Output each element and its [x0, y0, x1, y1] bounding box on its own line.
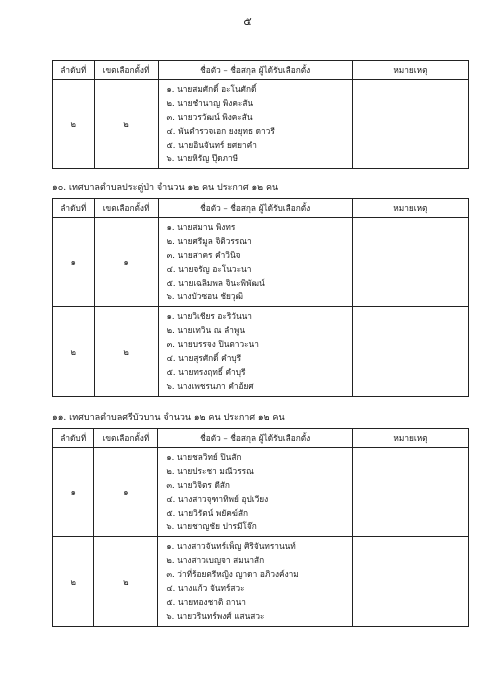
member-name: ๑. นายชลวิทย์ ปินสัก [166, 452, 242, 462]
table-row [53, 80, 469, 169]
member-name: ๑. นายสมศักดิ์ อะโนศักดิ์ [166, 84, 257, 94]
table-row [53, 448, 469, 537]
member-name: ๑. นางสาวจันทร์เพ็ญ ศิริจันทรานนท์ [166, 541, 296, 552]
member-name: ๒. นายชำนาญ พิงคะสัน [166, 97, 254, 108]
member-name: ๓. นายวรวัฒน์ พิงคะสัน [166, 111, 253, 122]
header-remarks: หมายเหตุ [353, 429, 469, 448]
member-name: ๑. นายวิเชียร อะริวันนา [166, 311, 252, 322]
names-cell [158, 448, 353, 537]
remarks-cell [353, 537, 469, 626]
member-name: ๖. นายวรินทร์พงศ์ แสนสวะ [166, 610, 265, 621]
member-name: ๓. ว่าที่ร้อยตรีหญิง ญาดา อภิวงค์งาม [166, 569, 299, 580]
district-cell: ๒ [94, 80, 158, 169]
header-names: ชื่อตัว – ชื่อสกุล ผู้ได้รับเลือกตั้ง [158, 429, 353, 448]
district-cell: ๑ [94, 448, 158, 537]
member-name: ๔. นายสุรศักดิ์ คำบุรี [166, 353, 242, 364]
header-remarks: หมายเหตุ [352, 61, 468, 80]
election-table-sribuaban [52, 428, 469, 627]
member-name: ๔. นางแก้ว จันทร์สวะ [166, 583, 245, 594]
table-header-row [53, 429, 469, 448]
names-cell [158, 218, 352, 307]
names-cell [158, 80, 352, 169]
member-name: ๒. นายประชา มณีวรรณ [166, 465, 254, 476]
section-title-sribuaban: ๑๑. เทศบาลตำบลศรีบัวบาน จำนวน ๑๒ คน ประกาศ ๑๒ คน [52, 413, 285, 423]
election-table-pradupa [52, 198, 469, 397]
remarks-cell [353, 448, 469, 537]
table-header-row [53, 199, 469, 218]
member-name: ๕. นายทองชาติ ถานา [166, 596, 246, 607]
member-name: ๖. นางบัวซอน ชัยวุฒิ [166, 291, 244, 302]
member-name: ๕. นายวิรัตน์ พยัคฆ์สัก [166, 507, 249, 518]
rank-cell: ๒ [53, 537, 94, 626]
member-name: ๓. นายสาคร คำวินิจ [166, 249, 241, 260]
header-names: ชื่อตัว – ชื่อสกุล ผู้ได้รับเลือกตั้ง [158, 61, 352, 80]
district-cell: ๒ [94, 307, 158, 396]
table-row [53, 218, 469, 307]
page-number: ๕ [243, 15, 252, 28]
member-name: ๑. นายสมาน พิงทร [166, 222, 236, 232]
member-name: ๖. นายชาญชัย ปารมีโจ๊ก [166, 521, 257, 532]
member-name: ๓. นายวิจิตร ดีสัก [166, 479, 230, 490]
member-name: ๕. นายเฉลิมพล จินะพิพัฒน์ [166, 277, 265, 288]
table-row [53, 307, 469, 396]
member-name: ๔. พันตำรวจเอก ยงยุทธ ดาวรี [166, 125, 275, 136]
member-name: ๖. นางเพชรนภา คำอ้ยศ [166, 380, 254, 391]
header-remarks: หมายเหตุ [352, 199, 468, 218]
rank-cell: ๑ [53, 218, 95, 307]
rank-cell: ๒ [53, 307, 95, 396]
member-name: ๒. นายเทวิน ณ ลำพูน [166, 325, 246, 336]
section-title-pradupa: ๑๐. เทศบาลตำบลประดู่ป่า จำนวน ๑๒ คน ประกาศ ๑๒ คน [52, 183, 279, 193]
header-rank: ลำดับที่ [53, 429, 94, 448]
district-cell: ๒ [94, 537, 158, 626]
rank-cell: ๑ [53, 448, 94, 537]
names-cell [158, 307, 352, 396]
member-name: ๔. นายจรัญ อะโนวะนา [166, 263, 252, 274]
header-district: เขตเลือกตั้งที่ [94, 429, 158, 448]
member-name: ๓. นายบรรจง ปินตาวะนา [166, 339, 259, 350]
member-name: ๒. นางสาวเบญจา สมนาสัก [166, 555, 265, 566]
remarks-cell [352, 307, 468, 396]
names-cell [158, 537, 353, 626]
header-names: ชื่อตัว – ชื่อสกุล ผู้ได้รับเลือกตั้ง [158, 199, 352, 218]
remarks-cell [352, 218, 468, 307]
table-row [53, 537, 469, 626]
table-header-row [53, 61, 469, 80]
rank-cell: ๒ [53, 80, 95, 169]
header-district: เขตเลือกตั้งที่ [94, 61, 158, 80]
member-name: ๕. นายอินจันทร์ ยศยาคำ [166, 139, 257, 150]
member-name: ๔. นางสาวจุฑาทิพย์ อุปเวียง [166, 493, 269, 504]
election-table-continued [52, 60, 469, 169]
district-cell: ๑ [94, 218, 158, 307]
remarks-cell [352, 80, 468, 169]
member-name: ๒. นายศรีมูล จิติวรรณา [166, 235, 252, 246]
member-name: ๖. นายหิรัญ ปุ๊ดภาษี [166, 153, 239, 164]
header-rank: ลำดับที่ [53, 199, 95, 218]
header-rank: ลำดับที่ [53, 61, 95, 80]
member-name: ๕. นายทรงฤทธิ์ คำบุรี [166, 366, 246, 377]
header-district: เขตเลือกตั้งที่ [94, 199, 158, 218]
